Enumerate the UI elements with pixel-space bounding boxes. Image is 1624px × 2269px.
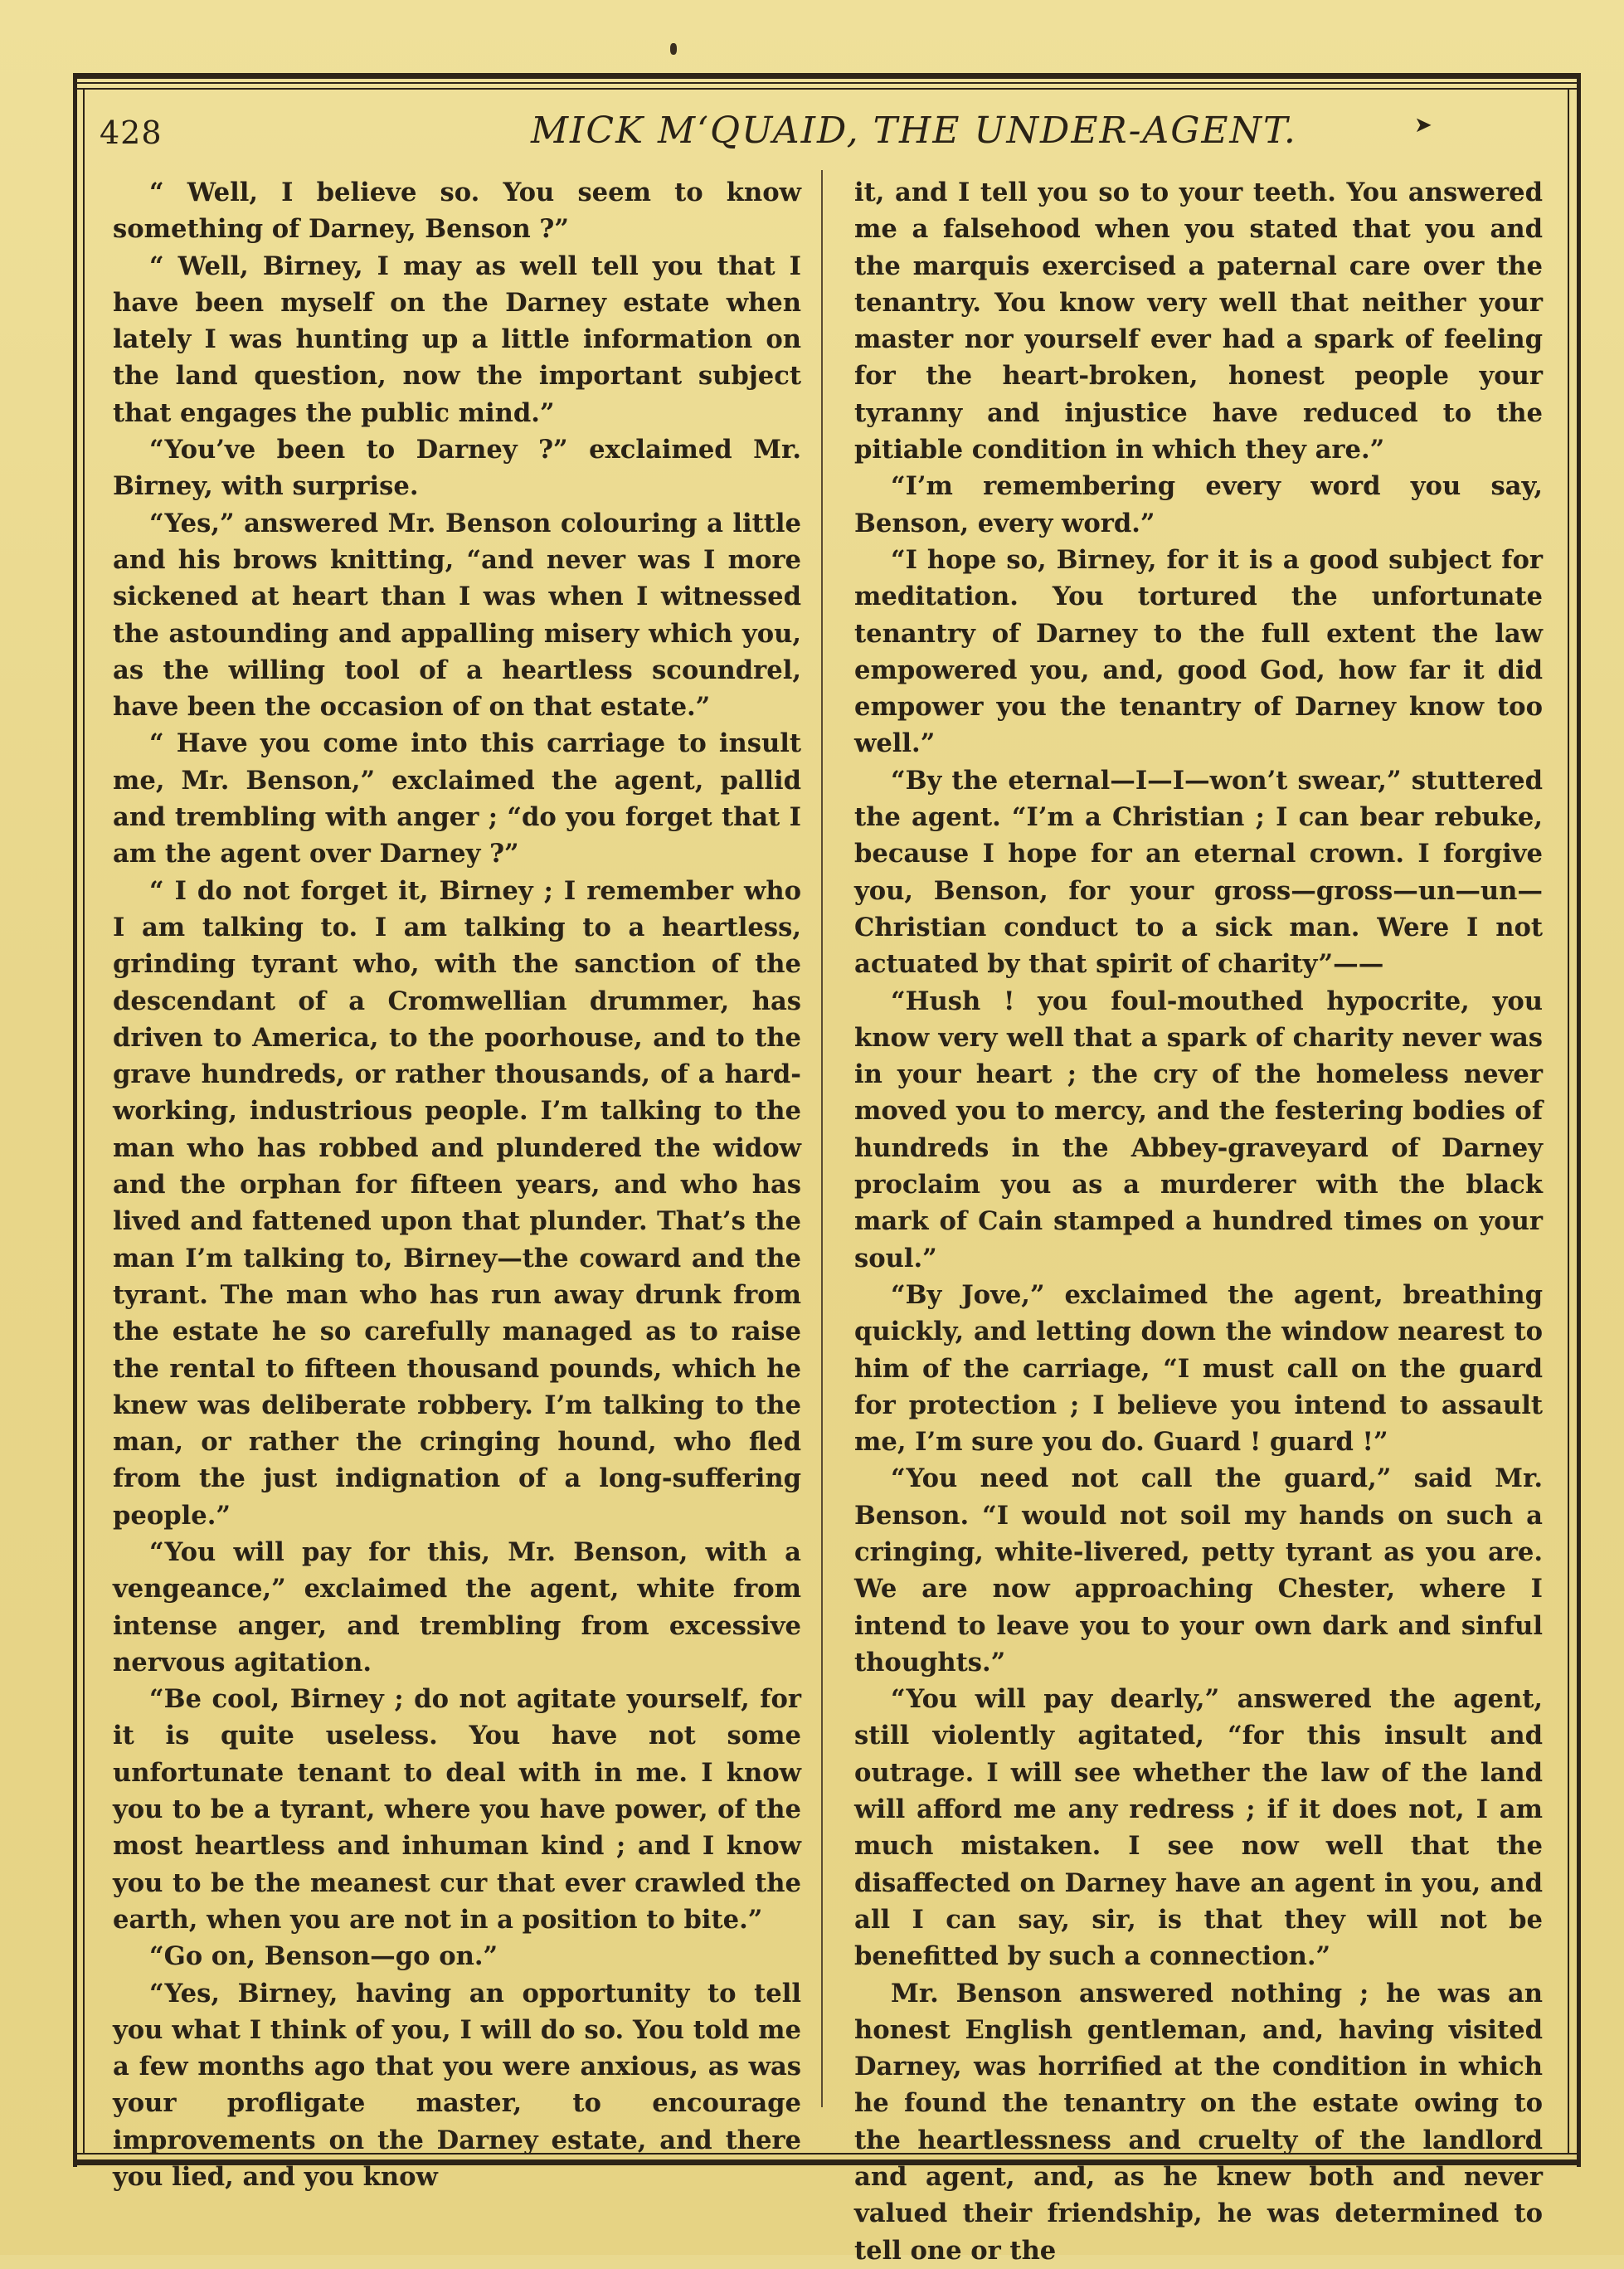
paragraph: “I hope so, Birney, for it is a good subject for meditation. You tortured the unfortunate tenantry of Darney to the full extent the law empowered you, and, good God, how far it did empower you the tenantry of Darney know too well.”	[854, 544, 1543, 759]
running-title: MICK M‘QUAID, THE UNDER-AGENT.	[531, 110, 1297, 152]
left-inner-rule	[83, 88, 85, 2154]
paragraph: “ I do not forget it, Birney ; I remember who I am talking to. I am talking to a heartless, grinding tyrant who, with the sanction of the descendant of a Cromwellian drummer, has driven to America, to the poorhouse, and to the grave hundreds, or rather thousands, of a hard-working, industrious people. I’m talking to the man who has robbed and plundered the widow and the orphan for fifteen years, and who has lived and fattened upon that plunder. That’s the man I’m talking to, Birney—the coward and the tyrant. The man who has run away drunk from the estate he so carefully managed as to raise the rental to fifteen thousand pounds, which he knew was deliberate robbery. I’m talking to the man, or rather the cringing hound, who fled from the just indignation of a long-suffering people.”	[113, 875, 801, 1531]
page-header	[100, 108, 1559, 158]
right-border-rule	[1577, 73, 1581, 2167]
paragraph: “ Well, Birney, I may as well tell you that I have been myself on the Darney estate when lately I was hunting up a little information on the land question, now the important subject that engages the public mind.”	[113, 251, 801, 428]
ink-blot	[670, 43, 677, 55]
paragraph-continuation: it, and I tell you so to your teeth. You answered me a falsehood when you stated that you and the marquis exercised a paternal care over the tenantry. You know very well that neither your master nor yourself ever had a spark of feeling for the heart-broken, honest people your tyranny and injustice have reduced to the pitiable condition in which they are.”	[854, 178, 1543, 465]
paragraph: “Go on, Benson—go on.”	[149, 1941, 498, 1972]
paragraph: “ Well, I believe so. You seem to know something of Darney, Benson ?”	[113, 178, 801, 245]
paragraph: “Yes,” answered Mr. Benson colouring a little and his brows knitting, “and never was I more sickened at heart than I was when I witnessed the astounding and appalling misery which you, as the willing tool of a heartless scoundrel, have been the occasion of on that estate.”	[113, 508, 801, 723]
paragraph: “By the eternal—I—I—won’t swear,” stuttered the agent. “I’m a Christian ; I can bear rebuke, because I hope for an eternal crown. I forgive you, Benson, for your gross—gross—un—un—Christian conduct to a sick man. Were I not actuated by that spirit of charity”——	[854, 765, 1543, 980]
top-inner-rule	[73, 88, 1581, 90]
paragraph: “You need not call the guard,” said Mr. Benson. “I would not soil my hands on such a cringing, white-livered, petty tyrant as you are. We are now approaching Chester, where I intend to leave you to your own dark and sinful thoughts.”	[854, 1463, 1543, 1677]
paragraph: “You will pay for this, Mr. Benson, with a vengeance,” exclaimed the agent, white from intense anger, and trembling from excessive nervous agitation.	[113, 1536, 801, 1677]
column-divider	[821, 170, 823, 2107]
paragraph: “I’m remembering every word you say, Benson, every word.”	[854, 471, 1543, 538]
paragraph: “Be cool, Birney ; do not agitate yourself, for it is quite useless. You have not some unfortunate tenant to deal with in me. I know you to be a tyrant, where you have power, of the most heartless and inhuman kind ; and I know you to be the meanest cur that ever crawled the earth, when you are not in a position to bite.”	[113, 1684, 801, 1935]
paragraph: “Hush ! you foul-mouthed hypocrite, you know very well that a spark of charity never was in your heart ; the cry of the homeless never moved you to mercy, and the festering bodies of hundreds in the Abbey-graveyard of Darney proclaim you as a murderer with the black mark of Cain stamped a hundred times on your soul.”	[854, 986, 1543, 1273]
paragraph: “ Have you come into this carriage to insult me, Mr. Benson,” exclaimed the agent, pallid and trembling with anger ; “do you forget that I am the agent over Darney ?”	[113, 728, 801, 869]
page-number: 428	[100, 114, 163, 151]
right-column	[854, 174, 1543, 2269]
paragraph: “You’ve been to Darney ?” exclaimed Mr. Birney, with surprise.	[113, 435, 801, 502]
paragraph: “By Jove,” exclaimed the agent, breathing quickly, and letting down the window nearest to him of the carriage, “I must call on the guard for protection ; I believe you intend to assault me, I’m sure you do. Guard ! guard !”	[854, 1279, 1543, 1458]
top-border-rule	[73, 73, 1581, 84]
left-column	[113, 174, 801, 2195]
pointer-ornament-icon: ➤	[1414, 113, 1432, 138]
paragraph: Mr. Benson answered nothing ; he was an honest English gentleman, and, having visited Darney, was horrified at the condition in which he found the tenantry on the estate owing to the heartlessness and cruelty of the landlord and agent, and, as he knew both and never valued their friendship, he was determined to tell one or the	[854, 1978, 1543, 2266]
paragraph: “You will pay dearly,” answered the agent, still violently agitated, “for this insult and outrage. I will see whether the law of the land will afford me any redress ; if it does not, I am much mistaken. I see now well that the disaffected on Darney have an agent in you, and all I can say, sir, is that they will not be benefitted by such a connection.”	[854, 1684, 1543, 1972]
right-inner-rule	[1568, 88, 1569, 2154]
paragraph: “Yes, Birney, having an opportunity to tell you what I think of you, I will do so. You told me a few months ago that you were anxious, as was your profligate master, to encourage improvements on the Darney estate, and there you lied, and you know	[113, 1978, 801, 2193]
left-border-rule	[73, 73, 77, 2167]
